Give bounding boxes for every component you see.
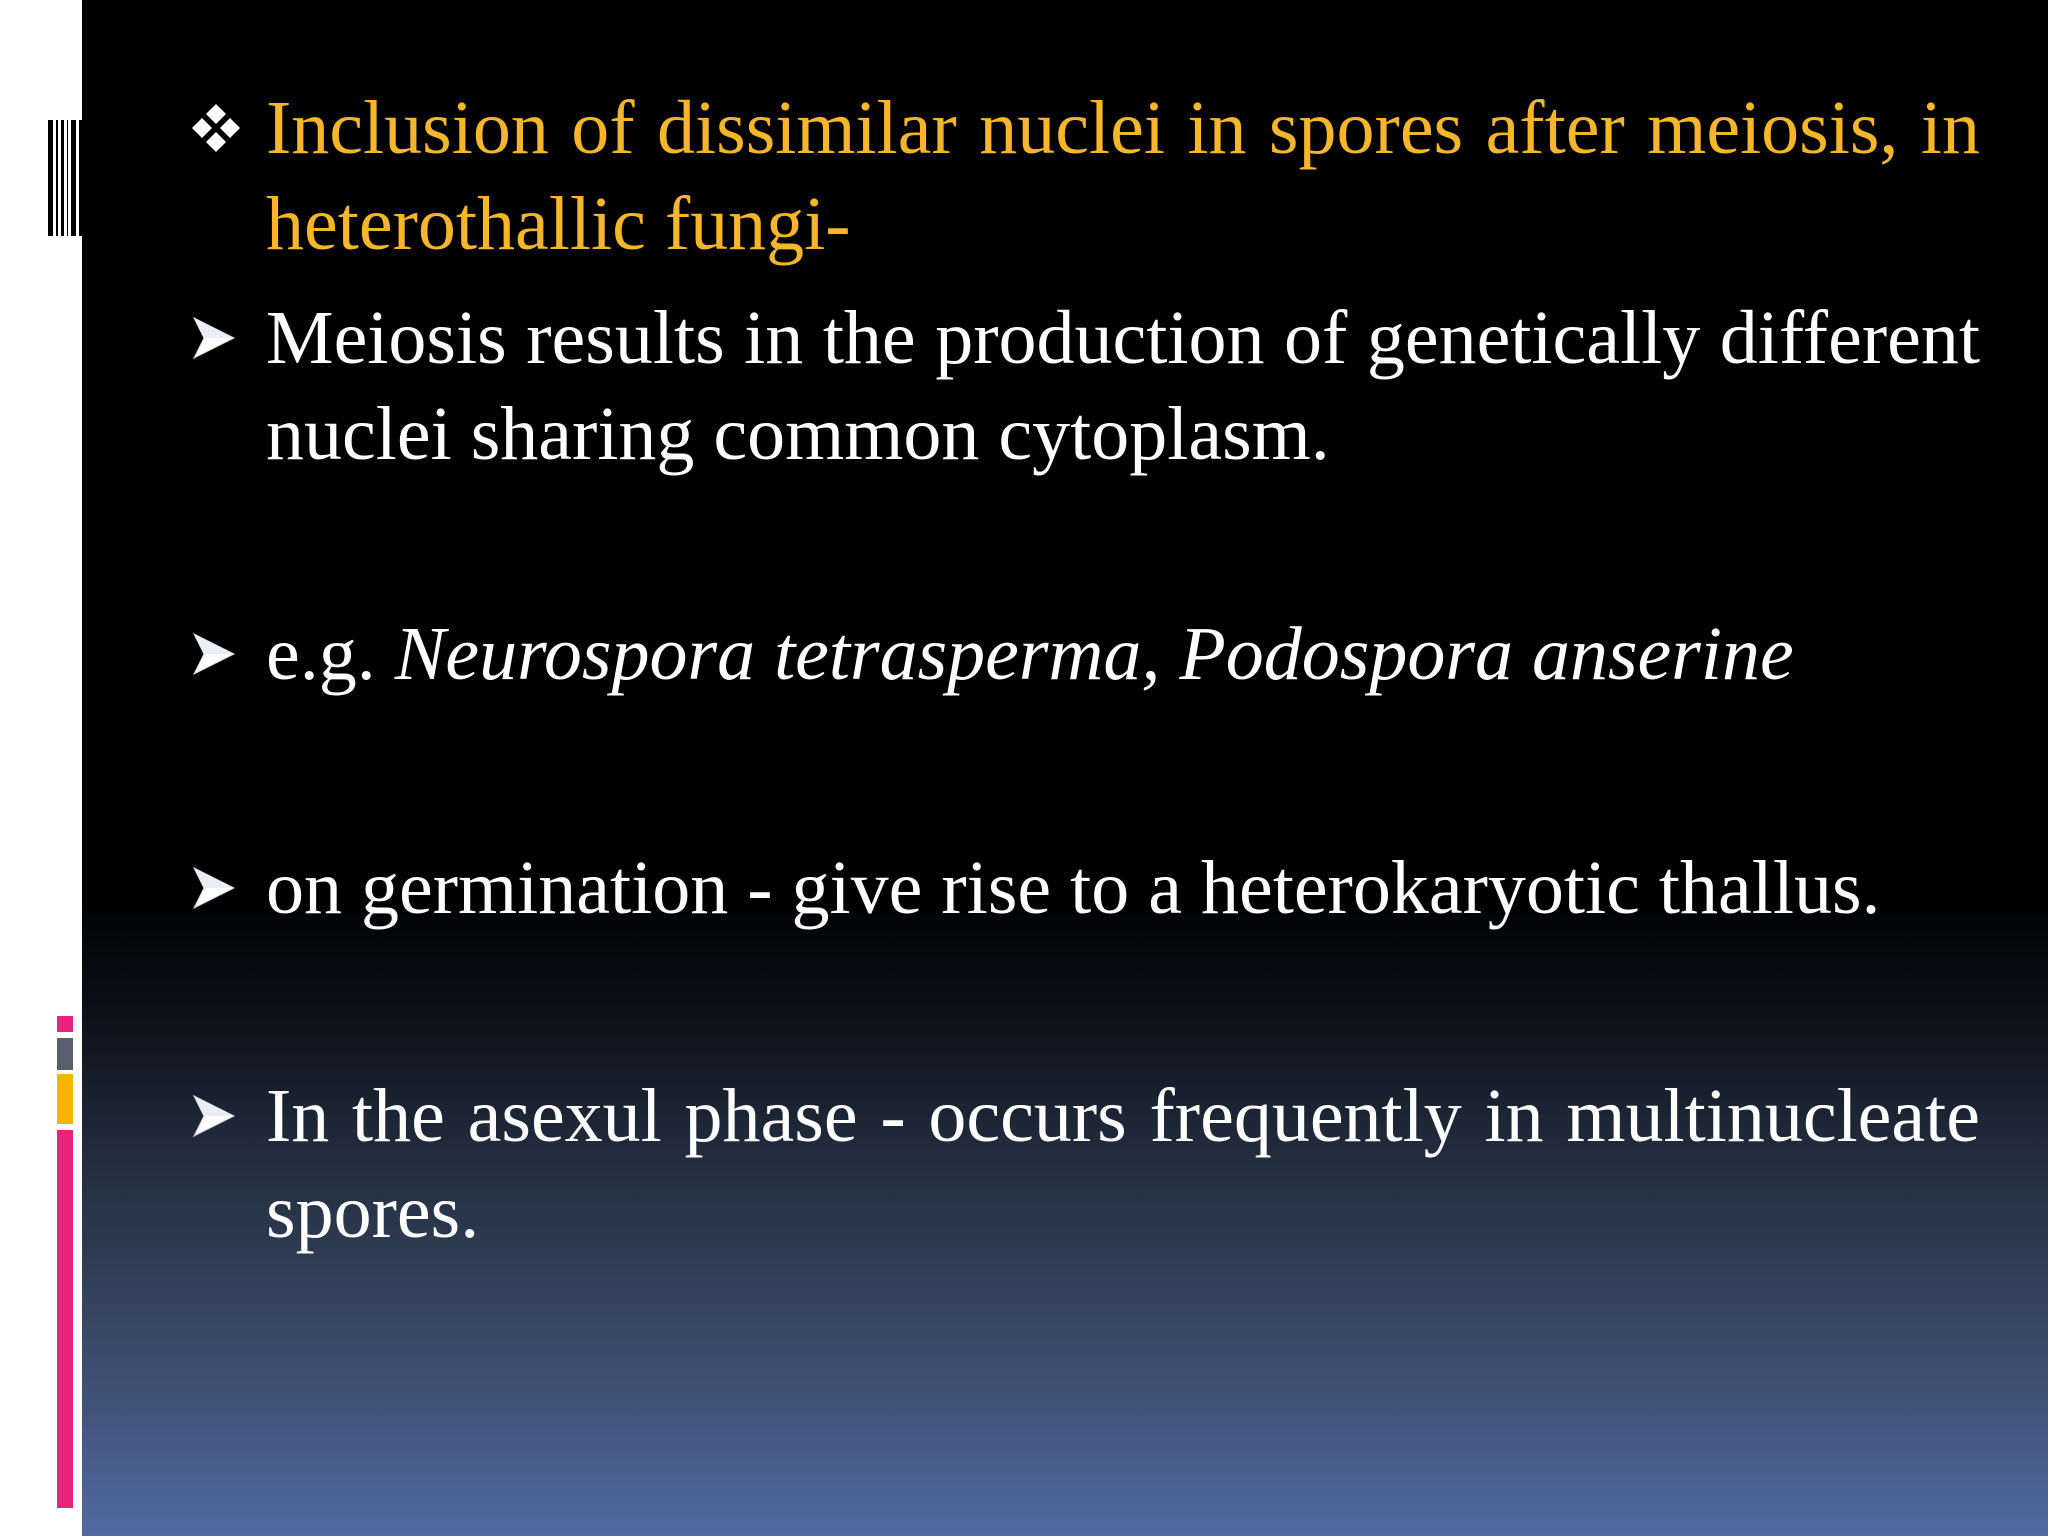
list-item	[190, 290, 1980, 482]
decorative-bar-pink-top	[57, 1016, 73, 1032]
list-item	[190, 606, 1980, 702]
decorative-bar-pink-bottom	[57, 1130, 73, 1508]
heading-item	[190, 80, 1980, 272]
species-names: Neurospora tetrasperma, Podospora anserine	[394, 612, 1794, 696]
decorative-bar-gray	[57, 1038, 73, 1070]
arrowhead-icon	[190, 290, 256, 386]
arrowhead-icon	[190, 606, 256, 702]
side-strip	[0, 0, 82, 1536]
point-text: Meiosis results in the production of genetically different nuclei sharing common cytoplasm.	[266, 296, 1980, 476]
decorative-bar-yellow	[57, 1074, 73, 1124]
slide-content	[190, 80, 1980, 1260]
example-prefix: e.g.	[266, 612, 395, 696]
four-diamond-icon	[190, 80, 256, 176]
arrowhead-icon	[190, 1068, 256, 1164]
list-item	[190, 840, 1980, 936]
arrowhead-icon	[190, 840, 256, 936]
list-item	[190, 1068, 1980, 1260]
heading-text: Inclusion of dissimilar nuclei in spores after meiosis, in heterothallic fungi-	[266, 86, 1980, 266]
point-text: on germination - give rise to a heterokaryotic thallus.	[266, 846, 1881, 930]
point-text: In the asexul phase - occurs frequently in multinucleate spores.	[266, 1074, 1980, 1254]
decorative-lines	[48, 120, 82, 236]
point-text	[266, 606, 1980, 702]
